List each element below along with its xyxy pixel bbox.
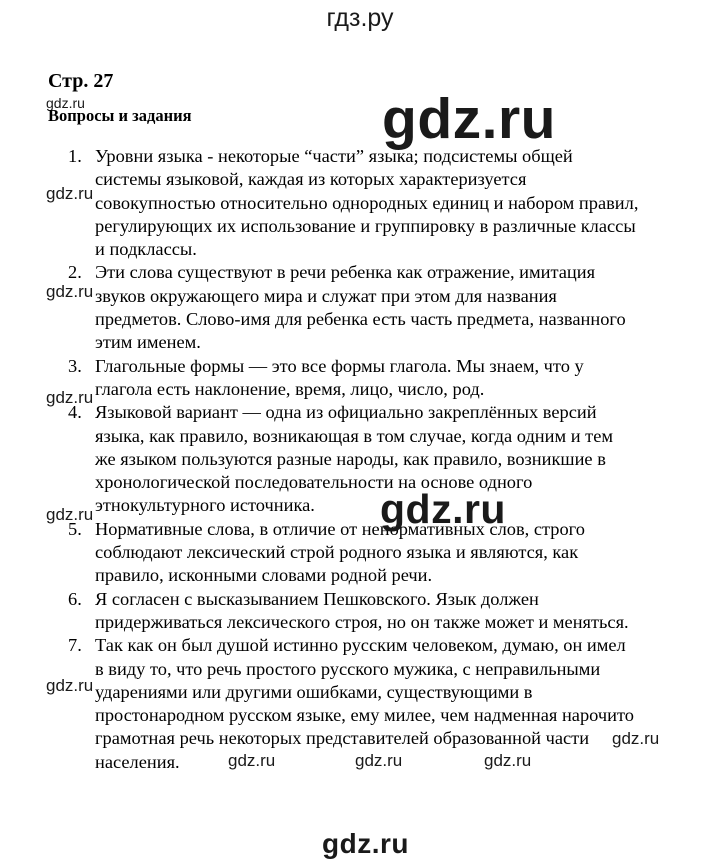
answer-line: Так как он был душой истинно русским человеком, думаю, он имел (95, 635, 626, 656)
answer-number: 1. (68, 146, 82, 166)
answer-number: 6. (68, 588, 82, 609)
watermark-small: gdz.ru (46, 95, 85, 111)
watermark-large-bottom: gdz.ru (322, 828, 409, 859)
answer-line: звуков окружающего мира и служат при этом для названия (95, 285, 557, 306)
watermark-small: gdz.ru (355, 751, 403, 770)
answer-line: грамотная речь некоторых представителей образованной части (95, 728, 590, 749)
site-header: гдз.ру (326, 4, 394, 32)
watermark-small: gdz.ru (484, 751, 532, 770)
answer-line: простонародном русском языке, ему милее, чем надменная нарочито (95, 705, 634, 726)
answer-line: в виду то, что речь простого русского мужика, с неправильными (95, 658, 601, 679)
answer-number: 4. (68, 402, 82, 423)
answer-line: населения. (95, 751, 180, 772)
answer-line: Уровни языка - некоторые “части” языка; подсистемы общей (95, 146, 573, 166)
answer-item (68, 355, 707, 402)
answer-line: ударениями или другими ошибками, существующими в (95, 681, 533, 702)
answer-line: хронологической последовательности на основе одного (95, 472, 533, 493)
answer-line: Языковой вариант — одна из официально закреплённых версий (95, 402, 597, 423)
answer-number: 7. (68, 635, 82, 656)
answer-line: регулирующих их использование и группировку в различные классы (95, 215, 636, 236)
watermark-small: gdz.ru (228, 751, 276, 770)
watermark-small: gdz.ru (612, 729, 660, 748)
answer-line: языка, как правило, возникающая в том случае, когда одним и тем (95, 425, 613, 446)
watermark-small: gdz.ru (46, 676, 94, 695)
answer-line: Я согласен с высказыванием Пешковского. Язык должен (95, 588, 539, 609)
watermark-small: gdz.ru (46, 184, 94, 203)
answer-line: правило, исконными словами родной речи. (95, 565, 433, 586)
answer-line: придерживаться лексического строя, но он также может и меняться. (95, 611, 629, 632)
page-number: Стр. 27 (48, 70, 114, 92)
watermark-small: gdz.ru (46, 282, 94, 301)
answer-number: 3. (68, 355, 82, 376)
answer-number: 2. (68, 262, 82, 283)
answer-line: глагола есть наклонение, время, лицо, число, род. (95, 378, 485, 399)
answer-line: этнокультурного источника. (95, 495, 315, 516)
watermark-large-top: gdz.ru (382, 87, 556, 151)
answer-line: Глагольные формы — это все формы глагола. Мы знаем, что у (95, 355, 584, 376)
watermark-small: gdz.ru (46, 388, 94, 407)
answer-line: Нормативные слова, в отличие от ненормативных слов, строго (95, 518, 585, 539)
answer-line: этим именем. (95, 332, 201, 353)
watermark-small: gdz.ru (46, 505, 94, 524)
watermark-large-middle: gdz.ru (380, 486, 506, 532)
section-title: Вопросы и задания (48, 106, 192, 125)
answer-line: же языком пользуются разные народы, как правило, возникшие в (95, 448, 606, 469)
answer-item (68, 588, 707, 635)
answer-line: соблюдают лексический строй родного языка и являются, как (95, 542, 579, 563)
answer-line: и подклассы. (95, 239, 197, 260)
answer-line: Эти слова существуют в речи ребенка как отражение, имитация (95, 262, 596, 283)
answer-line: предметов. Слово-имя для ребенка есть часть предмета, названного (95, 309, 626, 330)
answer-line: совокупностью относительно однородных единиц и набором правил, (95, 192, 639, 213)
answer-line: системы языковой, каждая из которых характеризуется (95, 169, 527, 190)
answer-number: 5. (68, 518, 82, 539)
